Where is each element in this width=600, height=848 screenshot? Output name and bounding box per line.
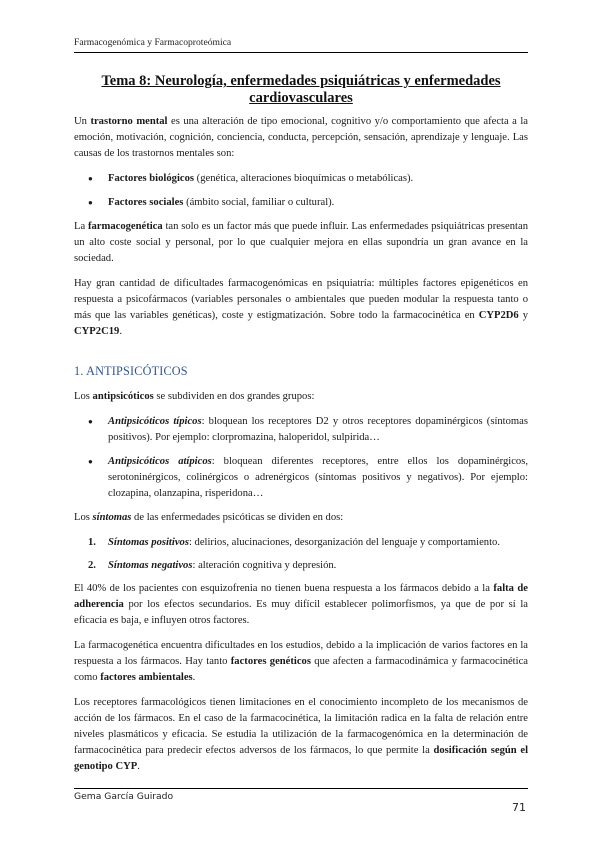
difficulties-paragraph: Hay gran cantidad de dificultades farmacogenómicas en psiquiatría: múltiples factores epigenéticos en respuesta a psicofármacos (variables personales o ambientales que pueden modular la respuesta tanto o más que las variables genéticas), coste y estigmatización. Sobre todo la farmacocinética en CYP2D6 y CYP2C19. xyxy=(74,278,528,337)
causes-list xyxy=(74,171,528,211)
footer-rule xyxy=(74,788,528,789)
adherence-paragraph: El 40% de los pacientes con esquizofrenia no tienen buena respuesta a los fármacos debido a la falta de adherencia por los efectos secundarios. Es muy difícil establecer polimorfismos, ya que de por sí la eficacia es baja, e influyen otros factores. xyxy=(74,583,528,626)
antipsychotic-groups-list xyxy=(74,414,528,502)
footer-author: Gema García Guirado xyxy=(74,791,174,802)
page-title: Tema 8: Neurología, enfermedades psiquiátricas y enfermedades cardiovasculares xyxy=(101,73,501,106)
running-header: Farmacogenómica y Farmacoproteómica xyxy=(74,37,232,48)
list-item: ● Antipsicóticos típicos: bloquean los receptores D2 y otros receptores dopaminérgicos (síntomas positivos). Por ejemplo: clorpromazina, haloperidol, sulpirida… xyxy=(108,414,528,446)
antipsychotics-intro: Los antipsicóticos se subdividen en dos grandes grupos: xyxy=(74,391,315,402)
pharmacogenetics-paragraph: La farmacogenética tan solo es un factor más que puede influir. Las enfermedades psiquiátricas presentan un alto coste social y personal, por lo que cualquier mejora en ellas supondría un gran avance en la sociedad. xyxy=(74,221,528,264)
list-item: ● Factores biológicos (genética, alteraciones bioquímicas o metabólicas). xyxy=(108,171,528,187)
list-item: ● Antipsicóticos atípicos: bloquean diferentes receptores, entre ellos los dopaminérgicos, serotoninérgicos, colinérgicos o adrenérgicos (síntomas positivos y negativos). Por ejemplo: clozapina, olanzapina, risperidona… xyxy=(108,454,528,502)
list-item: ● Factores sociales (ámbito social, familiar o cultural). xyxy=(108,195,528,211)
section-heading-antipsicoticos: 1. ANTIPSICÓTICOS xyxy=(74,364,188,378)
list-item: 1. Síntomas positivos: delirios, alucinaciones, desorganización del lenguaje y comportamiento. xyxy=(88,537,500,548)
page-content xyxy=(74,73,528,784)
page-number: 71 xyxy=(512,801,526,814)
list-item: 2. Síntomas negativos: alteración cognitiva y depresión. xyxy=(88,560,337,571)
header-rule xyxy=(74,52,528,53)
symptoms-list xyxy=(74,535,528,574)
symptoms-intro: Los síntomas de las enfermedades psicóticas se dividen en dos: xyxy=(74,512,344,523)
factors-paragraph: La farmacogenética encuentra dificultades en los estudios, debido a la implicación de varios factores en la respuesta a los fármacos. Hay tanto factores genéticos que afecten a farmacodinámica y farmacocinética como factores ambientales. xyxy=(74,640,528,683)
intro-paragraph: Un trastorno mental es una alteración de tipo emocional, cognitivo y/o comportamiento que afecta a la emoción, motivación, cognición, conciencia, conducta, percepción, sensación, aprendizaje y lenguaje. Las causas de los trastornos mentales son: xyxy=(74,116,529,159)
term-trastorno-mental: trastorno mental xyxy=(90,116,168,127)
receptors-paragraph: Los receptores farmacológicos tienen limitaciones en el conocimiento incompleto de los mecanismos de acción de los fármacos. En el caso de la farmacocinética, la limitación radica en la falta de relación entre niveles plasmáticos y eficacia. Se estudia la utilización de la farmacogenómica en la determinación de farmacocinética para predecir efectos adversos de los fármacos, lo que permite la dosificación según el genotipo CYP. xyxy=(74,697,529,772)
